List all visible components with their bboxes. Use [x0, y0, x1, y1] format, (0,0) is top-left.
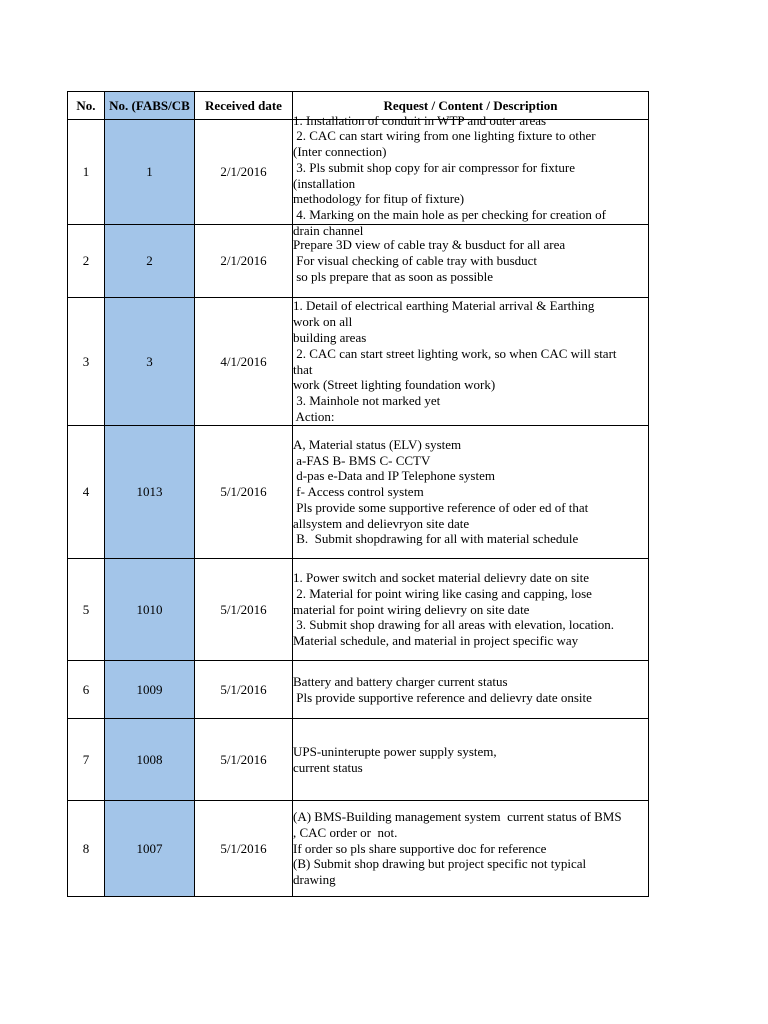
description-line: (Inter connection): [293, 144, 387, 160]
description-line: so pls prepare that as soon as possible: [293, 268, 494, 284]
description-line: B. Submit shopdrawing for all with material schedule: [293, 531, 579, 547]
table-row: [68, 559, 649, 661]
cell-no: 7: [68, 719, 105, 801]
cell-fabs-no: 1007: [105, 801, 195, 897]
cell-no: 8: [68, 801, 105, 897]
cell-fabs-no: 2: [105, 225, 195, 298]
header-received-date: Received date: [195, 92, 293, 120]
cell-no: 6: [68, 661, 105, 719]
header-description: Request / Content / Description: [293, 92, 649, 120]
description-line: 2. CAC can start street lighting work, so when CAC will start: [293, 345, 617, 361]
cell-fabs-no: 1013: [105, 426, 195, 559]
cell-received-date: 5/1/2016: [195, 719, 293, 801]
cell-no: 2: [68, 225, 105, 298]
cell-description: [293, 112, 649, 239]
cell-received-date: 2/1/2016: [195, 225, 293, 298]
description-line: drain channel: [293, 223, 364, 239]
description-line: 2. CAC can start wiring from one lighting fixture to other: [293, 128, 596, 144]
cell-description: [293, 801, 649, 897]
cell-description: [293, 559, 649, 661]
description-line: Pls provide supportive reference and delievry date onsite: [293, 689, 592, 705]
table-row: [68, 120, 649, 225]
description-line: f- Access control system: [293, 484, 424, 500]
cell-description: [293, 426, 649, 559]
table-row: [68, 719, 649, 801]
header-no: No.: [68, 92, 105, 120]
description-line: a-FAS B- BMS C- CCTV: [293, 452, 431, 468]
description-line: allsystem and delievryon site date: [293, 515, 470, 531]
description-line: If order so pls share supportive doc for reference: [293, 840, 547, 856]
table-row: [68, 298, 649, 426]
description-line: 3. Mainhole not marked yet: [293, 393, 441, 409]
cell-description: [293, 298, 649, 426]
description-line: Prepare 3D view of cable tray & busduct for all area: [293, 237, 566, 253]
description-line: Pls provide some supportive reference of oder ed of that: [293, 499, 589, 515]
request-table: [67, 91, 649, 897]
cell-description: [293, 661, 649, 719]
description-line: 1. Power switch and socket material delievry date on site: [293, 570, 590, 585]
description-line: work (Street lighting foundation work): [293, 377, 496, 393]
table-row: [68, 801, 649, 897]
cell-received-date: 5/1/2016: [195, 426, 293, 559]
cell-received-date: 4/1/2016: [195, 298, 293, 426]
description-line: 1. Detail of electrical earthing Material arrival & Earthing: [293, 298, 595, 314]
description-line: (B) Submit shop drawing but project specific not typical: [293, 856, 587, 872]
description-line: current status: [293, 759, 363, 775]
description-line: 2. Material for point wiring like casing and capping, lose: [293, 585, 592, 601]
cell-no: 3: [68, 298, 105, 426]
description-line: drawing: [293, 872, 336, 888]
description-line: Battery and battery charger current status: [293, 673, 508, 689]
table-row: [68, 426, 649, 559]
cell-fabs-no: 1008: [105, 719, 195, 801]
description-line: that: [293, 361, 313, 377]
description-line: Action:: [293, 408, 335, 424]
cell-description: [293, 719, 649, 801]
description-line: methodology for fitup of fixture): [293, 191, 465, 207]
cell-fabs-no: 1010: [105, 559, 195, 661]
description-line: building areas: [293, 329, 367, 345]
cell-received-date: 5/1/2016: [195, 801, 293, 897]
description-line: A, Material status (ELV) system: [293, 436, 462, 452]
description-line: UPS-uninterupte power supply system,: [293, 743, 497, 759]
description-line: For visual checking of cable tray with busduct: [293, 253, 538, 269]
description-line: Material schedule, and material in project specific way: [293, 633, 579, 649]
description-line: , CAC order or not.: [293, 824, 398, 840]
table-row: [68, 661, 649, 719]
cell-fabs-no: 1009: [105, 661, 195, 719]
description-line: 3. Submit shop drawing for all areas with elevation, location.: [293, 617, 614, 633]
description-line: work on all: [293, 314, 353, 330]
description-line: (A) BMS-Building management system current status of BMS: [293, 809, 622, 824]
cell-received-date: 2/1/2016: [195, 120, 293, 225]
cell-fabs-no: 3: [105, 298, 195, 426]
description-line: (installation: [293, 175, 356, 191]
cell-no: 5: [68, 559, 105, 661]
cell-no: 1: [68, 120, 105, 225]
cell-fabs-no: 1: [105, 120, 195, 225]
header-fabs: No. (FABS/CB: [105, 92, 195, 120]
description-line: 4. Marking on the main hole as per checking for creation of: [293, 207, 606, 223]
description-line: 1. Installation of conduit in WTP and outer areas: [293, 112, 547, 128]
cell-no: 4: [68, 426, 105, 559]
cell-received-date: 5/1/2016: [195, 559, 293, 661]
cell-received-date: 5/1/2016: [195, 661, 293, 719]
description-line: d-pas e-Data and IP Telephone system: [293, 468, 495, 484]
description-line: material for point wiring delievry on site date: [293, 601, 530, 617]
description-line: 3. Pls submit shop copy for air compressor for fixture: [293, 159, 575, 175]
